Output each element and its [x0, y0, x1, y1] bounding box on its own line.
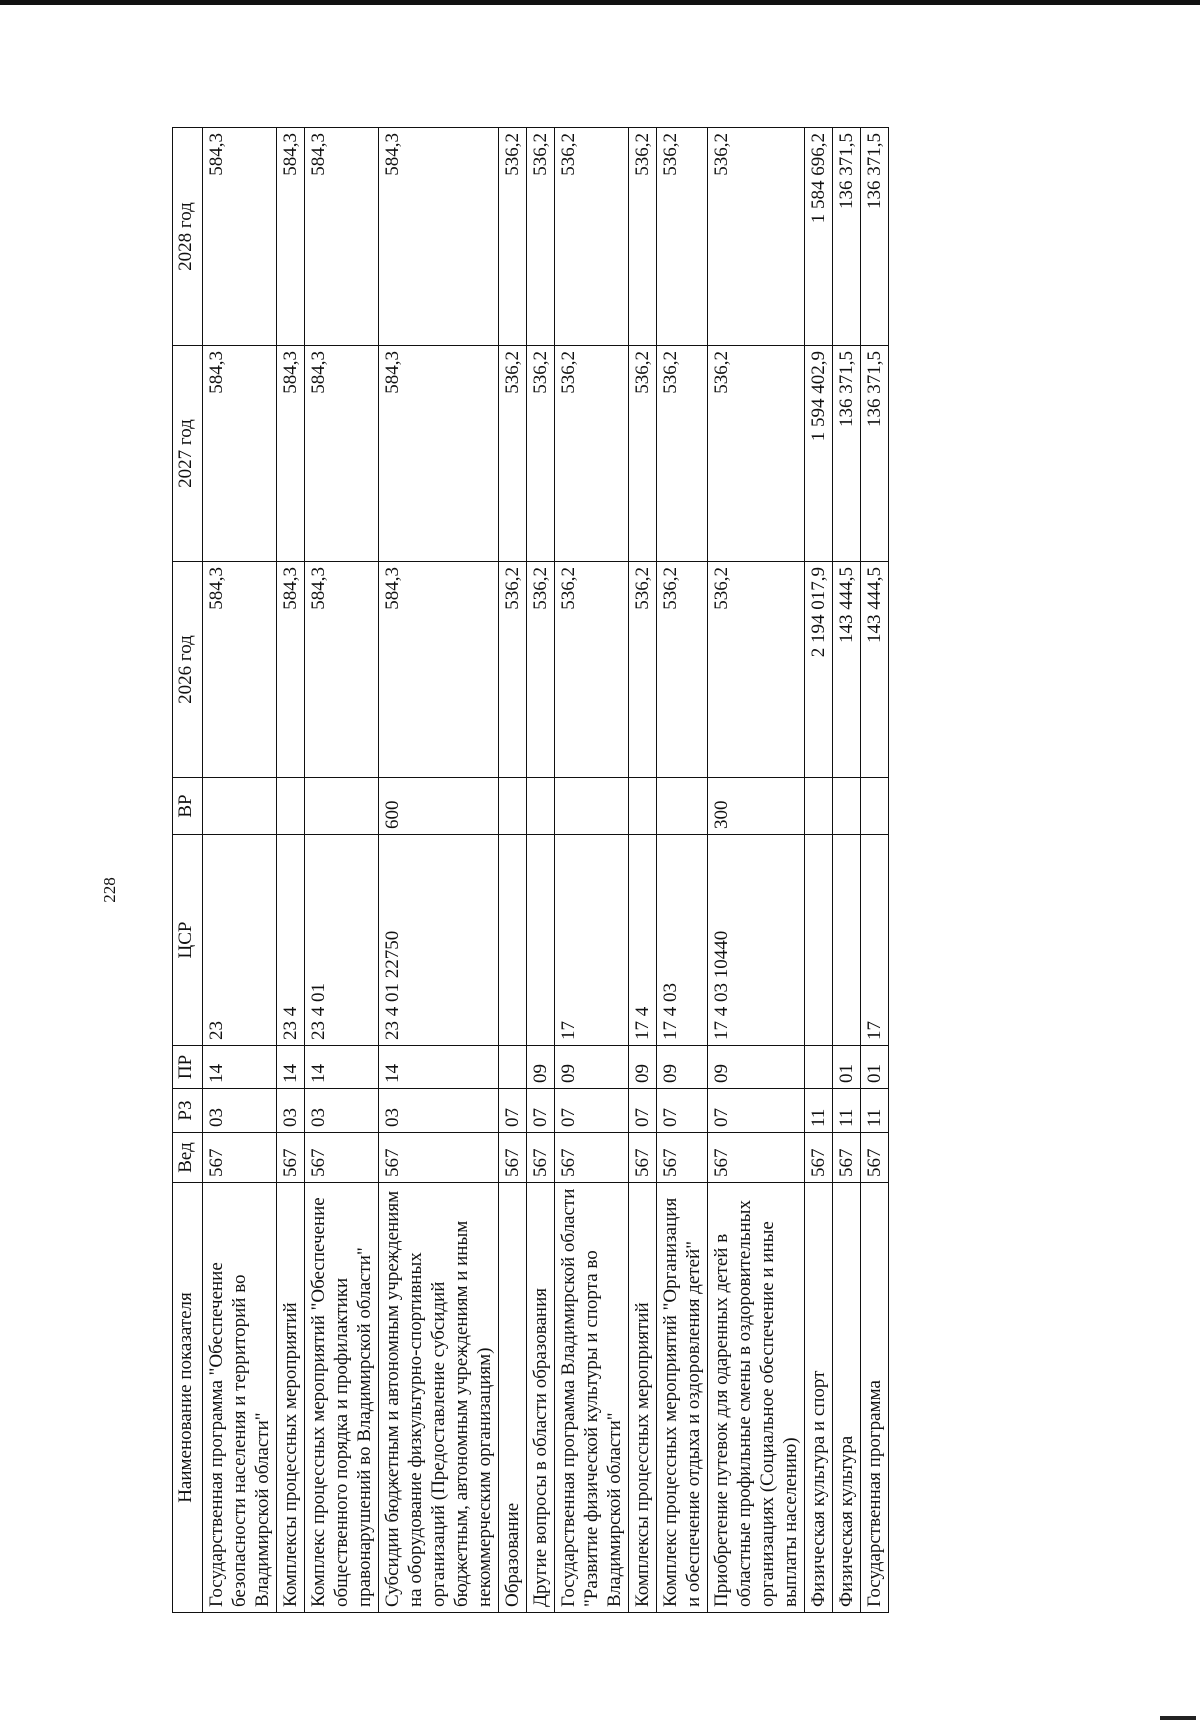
- cell-ved: 567: [861, 1133, 889, 1183]
- cell-ved: 567: [527, 1133, 555, 1183]
- cell-rz: 07: [708, 1089, 805, 1133]
- cell-ved: 567: [629, 1133, 657, 1183]
- table-header-row: [173, 128, 203, 1613]
- table-row: [379, 128, 499, 1613]
- cell-y2026: 536,2: [555, 562, 629, 778]
- cell-y2027: 536,2: [708, 346, 805, 562]
- budget-table: [172, 127, 889, 1613]
- table-body: [203, 128, 889, 1613]
- cell-y2028: 536,2: [708, 128, 805, 346]
- cell-y2028: 584,3: [203, 128, 277, 346]
- cell-ved: 567: [203, 1133, 277, 1183]
- table-row: [629, 128, 657, 1613]
- cell-y2028: 536,2: [527, 128, 555, 346]
- cell-y2028: 136 371,5: [833, 128, 861, 346]
- cell-y2027: 536,2: [499, 346, 527, 562]
- cell-pr: 09: [527, 1046, 555, 1089]
- cell-name: Комплексы процессных мероприятий: [629, 1183, 657, 1613]
- cell-name: Субсидии бюджетным и автономным учреждениям на оборудование физкультурно-спортивных организаций (Предоставление субсидий бюджетным, автономным учреждениям и иным некоммерческим организациям): [379, 1183, 499, 1613]
- header-ved: Вед: [173, 1133, 203, 1183]
- table-row: [805, 128, 833, 1613]
- cell-pr: 09: [629, 1046, 657, 1089]
- cell-rz: 07: [499, 1089, 527, 1133]
- cell-pr: 14: [277, 1046, 305, 1089]
- table-row: [203, 128, 277, 1613]
- rotated-table-container: [172, 128, 1129, 1613]
- cell-csr: [499, 835, 527, 1046]
- cell-ved: 567: [277, 1133, 305, 1183]
- cell-rz: 11: [833, 1089, 861, 1133]
- cell-y2027: 536,2: [657, 346, 708, 562]
- cell-pr: 14: [305, 1046, 379, 1089]
- cell-name: Комплекс процессных мероприятий "Организация и обеспечение отдыха и оздоровления детей": [657, 1183, 708, 1613]
- cell-y2026: 584,3: [277, 562, 305, 778]
- cell-y2027: 136 371,5: [833, 346, 861, 562]
- table-row: [657, 128, 708, 1613]
- cell-name: Комплекс процессных мероприятий "Обеспечение общественного порядка и профилактики правонарушений во Владимирской области": [305, 1183, 379, 1613]
- cell-name: Государственная программа Владимирской области "Развитие физической культуры и спорта во Владимирской области": [555, 1183, 629, 1613]
- cell-y2027: 536,2: [527, 346, 555, 562]
- table-row: [305, 128, 379, 1613]
- cell-y2027: 136 371,5: [861, 346, 889, 562]
- table-row: [277, 128, 305, 1613]
- cell-y2026: 536,2: [657, 562, 708, 778]
- header-csr: ЦСР: [173, 835, 203, 1046]
- cell-y2026: 536,2: [499, 562, 527, 778]
- cell-ved: 567: [708, 1133, 805, 1183]
- cell-y2027: 584,3: [379, 346, 499, 562]
- table-row: [527, 128, 555, 1613]
- header-name: Наименование показателя: [173, 1183, 203, 1613]
- cell-name: Образование: [499, 1183, 527, 1613]
- cell-pr: 14: [379, 1046, 499, 1089]
- cell-vr: 600: [379, 778, 499, 835]
- cell-rz: 11: [805, 1089, 833, 1133]
- cell-y2027: 584,3: [305, 346, 379, 562]
- cell-y2026: 143 444,5: [861, 562, 889, 778]
- cell-rz: 07: [657, 1089, 708, 1133]
- cell-y2028: 136 371,5: [861, 128, 889, 346]
- cell-name: Комплексы процессных мероприятий: [277, 1183, 305, 1613]
- cell-pr: 01: [833, 1046, 861, 1089]
- table-row: [708, 128, 805, 1613]
- cell-csr: 23 4 01 22750: [379, 835, 499, 1046]
- cell-rz: 11: [861, 1089, 889, 1133]
- page-number: 228: [100, 877, 119, 903]
- scan-top-border: [0, 0, 1200, 5]
- cell-ved: 567: [499, 1133, 527, 1183]
- header-2027: 2027 год: [173, 346, 203, 562]
- cell-name: Государственная программа "Обеспечение безопасности населения и территорий во Владимирской области": [203, 1183, 277, 1613]
- cell-vr: [833, 778, 861, 835]
- cell-y2026: 143 444,5: [833, 562, 861, 778]
- cell-csr: 17: [861, 835, 889, 1046]
- cell-vr: [305, 778, 379, 835]
- cell-rz: 03: [203, 1089, 277, 1133]
- cell-ved: 567: [657, 1133, 708, 1183]
- cell-name: Физическая культура и спорт: [805, 1183, 833, 1613]
- cell-pr: 01: [861, 1046, 889, 1089]
- cell-csr: 23 4: [277, 835, 305, 1046]
- cell-y2026: 584,3: [305, 562, 379, 778]
- cell-name: Другие вопросы в области образования: [527, 1183, 555, 1613]
- cell-csr: 17 4 03 10440: [708, 835, 805, 1046]
- cell-vr: [861, 778, 889, 835]
- cell-csr: 17: [555, 835, 629, 1046]
- table-row: [555, 128, 629, 1613]
- cell-y2026: 2 194 017,9: [805, 562, 833, 778]
- cell-pr: [499, 1046, 527, 1089]
- cell-y2028: 584,3: [379, 128, 499, 346]
- cell-y2028: 536,2: [499, 128, 527, 346]
- cell-vr: [203, 778, 277, 835]
- cell-csr: [833, 835, 861, 1046]
- cell-y2028: 584,3: [305, 128, 379, 346]
- table-row: [833, 128, 861, 1613]
- cell-y2027: 536,2: [629, 346, 657, 562]
- cell-csr: 17 4 03: [657, 835, 708, 1046]
- cell-pr: 09: [657, 1046, 708, 1089]
- cell-y2026: 536,2: [527, 562, 555, 778]
- header-2026: 2026 год: [173, 562, 203, 778]
- cell-csr: 17 4: [629, 835, 657, 1046]
- cell-csr: 23: [203, 835, 277, 1046]
- header-2028: 2028 год: [173, 128, 203, 346]
- cell-name: Приобретение путевок для одаренных детей в областные профильные смены в оздоровительных организациях (Социальное обеспечение и иные выплаты населению): [708, 1183, 805, 1613]
- cell-csr: 23 4 01: [305, 835, 379, 1046]
- cell-rz: 03: [277, 1089, 305, 1133]
- cell-y2026: 536,2: [629, 562, 657, 778]
- cell-rz: 03: [379, 1089, 499, 1133]
- cell-y2028: 536,2: [555, 128, 629, 346]
- table-row: [861, 128, 889, 1613]
- cell-y2028: 1 584 696,2: [805, 128, 833, 346]
- scan-corner-mark: [1160, 1716, 1196, 1720]
- cell-rz: 07: [527, 1089, 555, 1133]
- header-rz: РЗ: [173, 1089, 203, 1133]
- cell-y2028: 536,2: [629, 128, 657, 346]
- header-pr: ПР: [173, 1046, 203, 1089]
- cell-rz: 03: [305, 1089, 379, 1133]
- cell-y2026: 584,3: [203, 562, 277, 778]
- header-vr: ВР: [173, 778, 203, 835]
- cell-rz: 07: [629, 1089, 657, 1133]
- cell-vr: [499, 778, 527, 835]
- cell-y2027: 1 594 402,9: [805, 346, 833, 562]
- cell-y2026: 536,2: [708, 562, 805, 778]
- cell-pr: 09: [555, 1046, 629, 1089]
- cell-ved: 567: [555, 1133, 629, 1183]
- cell-vr: [277, 778, 305, 835]
- cell-y2026: 584,3: [379, 562, 499, 778]
- cell-vr: [805, 778, 833, 835]
- cell-vr: [629, 778, 657, 835]
- cell-rz: 07: [555, 1089, 629, 1133]
- cell-ved: 567: [305, 1133, 379, 1183]
- cell-y2028: 536,2: [657, 128, 708, 346]
- table-row: [499, 128, 527, 1613]
- cell-pr: 14: [203, 1046, 277, 1089]
- cell-ved: 567: [805, 1133, 833, 1183]
- cell-y2027: 536,2: [555, 346, 629, 562]
- cell-vr: 300: [708, 778, 805, 835]
- cell-ved: 567: [833, 1133, 861, 1183]
- cell-vr: [527, 778, 555, 835]
- cell-pr: 09: [708, 1046, 805, 1089]
- cell-y2027: 584,3: [203, 346, 277, 562]
- cell-y2028: 584,3: [277, 128, 305, 346]
- cell-csr: [805, 835, 833, 1046]
- cell-name: Государственная программа: [861, 1183, 889, 1613]
- cell-vr: [555, 778, 629, 835]
- cell-name: Физическая культура: [833, 1183, 861, 1613]
- cell-ved: 567: [379, 1133, 499, 1183]
- cell-vr: [657, 778, 708, 835]
- cell-y2027: 584,3: [277, 346, 305, 562]
- cell-csr: [527, 835, 555, 1046]
- cell-pr: [805, 1046, 833, 1089]
